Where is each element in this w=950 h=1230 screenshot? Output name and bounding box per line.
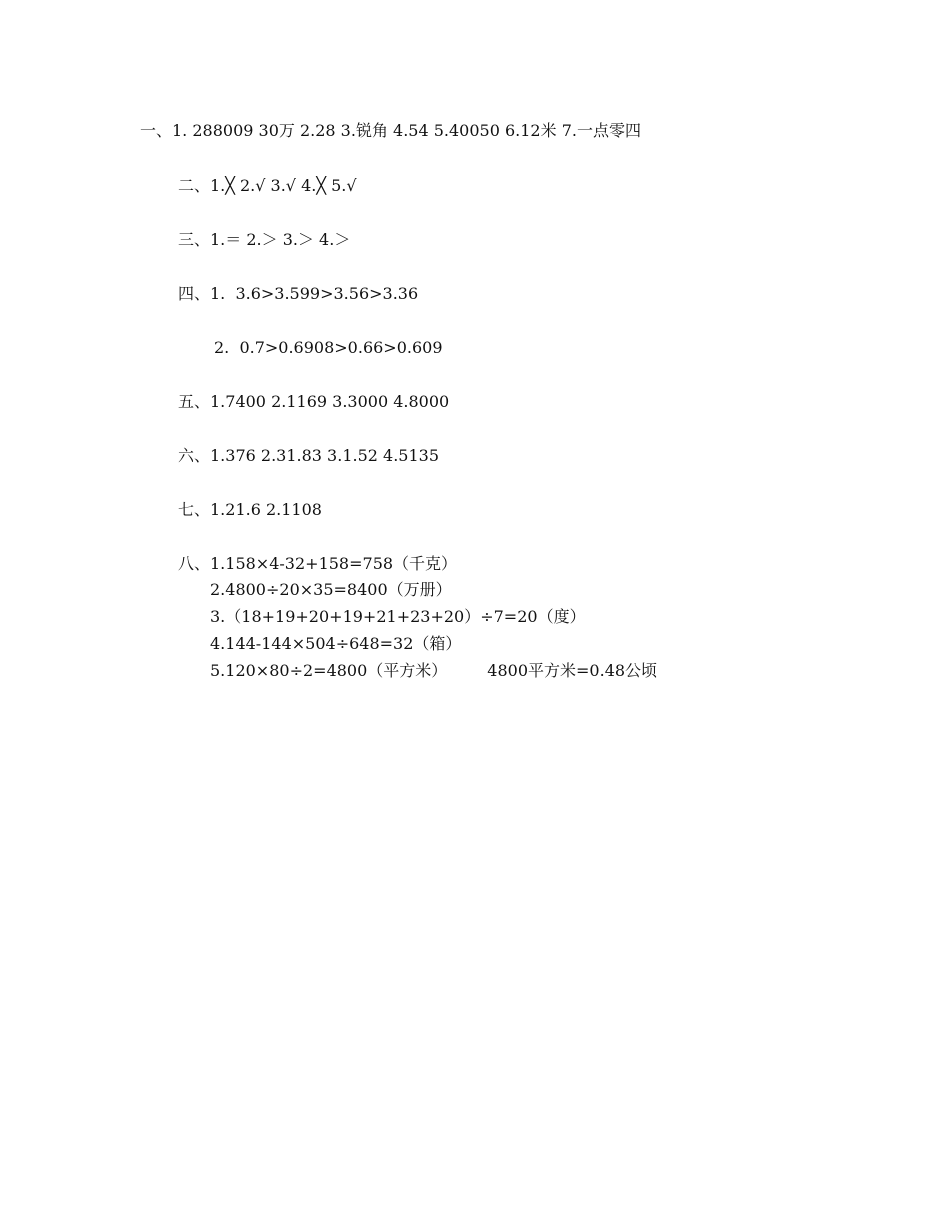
answer-section-1: 一、1. 288009 30万 2.28 3.锐角 4.54 5.40050 6.12米 7.一点零四	[140, 121, 641, 140]
answer-section-8-item-2: 2.4800÷20×35=8400（万册）	[210, 580, 452, 599]
answer-section-4-line-2: 2. 0.7>0.6908>0.66>0.609	[214, 338, 443, 357]
answer-section-7: 七、1.21.6 2.1108	[178, 500, 322, 519]
answer-section-2: 二、1.╳ 2.√ 3.√ 4.╳ 5.√	[178, 176, 357, 195]
answer-section-8-item-3: 3.（18+19+20+19+21+23+20）÷7=20（度）	[210, 607, 586, 626]
answer-section-8-item-5	[210, 661, 657, 681]
answer-section-8-item-1: 八、1.158×4-32+158=758（千克）	[178, 554, 458, 573]
answer-section-8-item-5-conversion: 4800平方米=0.48公顷	[487, 661, 658, 680]
answer-section-3: 三、1.＝ 2.＞ 3.＞ 4.＞	[178, 230, 351, 249]
answer-section-8-item-4: 4.144-144×504÷648=32（箱）	[210, 634, 462, 653]
answer-section-8-item-5-calculation: 5.120×80÷2=4800（平方米）	[210, 661, 448, 680]
answer-section-4-line-1: 四、1. 3.6>3.599>3.56>3.36	[178, 284, 419, 303]
answer-section-5: 五、1.7400 2.1169 3.3000 4.8000	[178, 392, 450, 411]
answer-section-6: 六、1.376 2.31.83 3.1.52 4.5135	[178, 446, 440, 465]
